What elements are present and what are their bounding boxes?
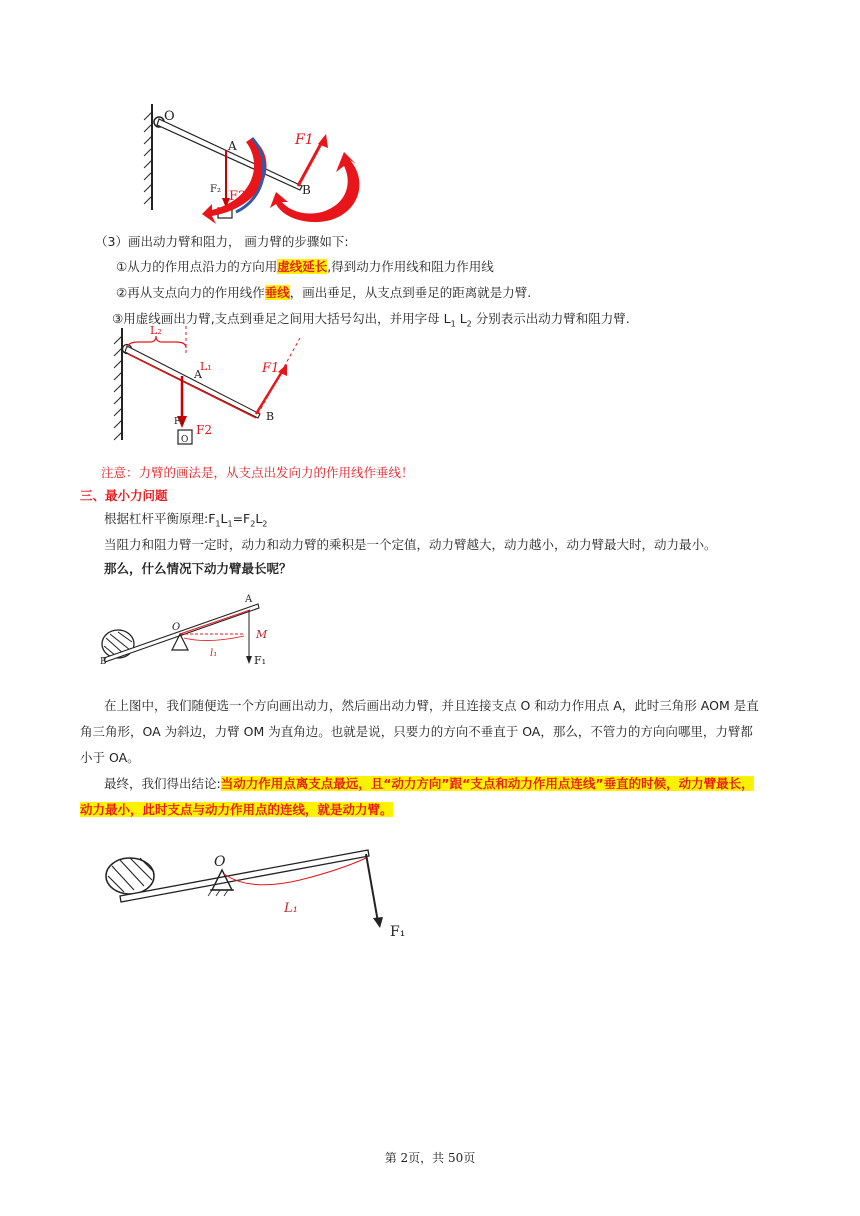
- lever-diagram-2: [108, 322, 308, 454]
- label-l1: L₁: [284, 901, 298, 916]
- label-m: M: [256, 628, 268, 641]
- step3-item-3: ③用虚线画出力臂,支点到垂足之间用大括号勾出，并用字母 $L_1$ $L_2$ 分别表示出动力臂和阻力臂.: [112, 311, 630, 329]
- conclusion-line-1: 最终，我们得出结论:当动力作用点离支点最远，且“动力方向”跟“支点和动力作用点连线”垂直的时候，动力臂最长，: [104, 776, 754, 791]
- para-2-line-2: 角三角形，OA 为斜边，力臂 OM 为直角边。也就是说，只要力的方向不垂直于 OA，那么，不管力的方向向哪里，力臂都: [80, 724, 753, 739]
- label-f2: F2: [196, 423, 212, 437]
- page-footer: 第 2页，共 50页: [384, 1151, 476, 1165]
- question: 那么，什么情况下动力臂最长呢？: [104, 561, 292, 576]
- label-b: B: [302, 183, 311, 197]
- label-o: O: [172, 622, 181, 633]
- step3-item-2: ②再从支点向力的作用线作垂线，画出垂足，从支点到垂足的距离就是力臂.: [116, 285, 532, 300]
- label-b: B: [100, 657, 107, 667]
- label-f2: F2: [229, 189, 247, 204]
- label-o: O: [164, 109, 175, 124]
- label-a: A: [245, 594, 253, 605]
- step3-item-1: ①从力的作用点沿力的方向用虚线延长,得到动力作用线和阻力作用线: [116, 259, 494, 274]
- label-l1: L₁: [200, 360, 212, 373]
- lever-diagram-3: [98, 588, 284, 676]
- note: 注意：力臂的画法是，从支点出发向力的作用线作垂线！: [101, 465, 414, 480]
- label-f1: F1: [262, 361, 280, 376]
- label-l1: l₁: [210, 648, 218, 659]
- para-1: 当阻力和阻力臂一定时，动力和动力臂的乘积是一个定值，动力臂越大，动力越小，动力臂最大时，动力最小。: [104, 537, 717, 552]
- label-f2-small: F₂: [210, 184, 221, 195]
- principle: 根据杠杆平衡原理$:F_1L_1=F_2L_2$: [104, 511, 268, 529]
- para-2-line-1: 在上图中，我们随便选一个方向画出动力，然后画出动力臂，并且连接支点 O 和动力作用点 A，此时三角形 AOM 是直: [104, 698, 759, 713]
- conclusion-line-2: 动力最小，此时支点与动力作用点的连线，就是动力臂。: [80, 802, 393, 817]
- lever-diagram-4: [100, 824, 412, 944]
- label-o: O: [214, 854, 226, 870]
- lever-diagram-1: [140, 98, 380, 233]
- label-b: B: [266, 410, 275, 423]
- label-l2: L₂: [150, 324, 162, 337]
- label-f1: F1: [295, 132, 314, 148]
- label-a: A: [194, 368, 202, 381]
- label-f1: F₁: [254, 654, 267, 667]
- section-title: 三、最小力问题: [80, 488, 168, 503]
- step3-heading: （3）画出动力臂和阻力， 画力臂的步骤如下:: [95, 234, 349, 249]
- label-f1: F₁: [390, 924, 406, 940]
- label-a: A: [228, 139, 237, 153]
- para-2-line-3: 小于 OA。: [80, 750, 140, 765]
- label-o: O: [181, 435, 189, 445]
- label-f2-small: F₂: [174, 417, 184, 427]
